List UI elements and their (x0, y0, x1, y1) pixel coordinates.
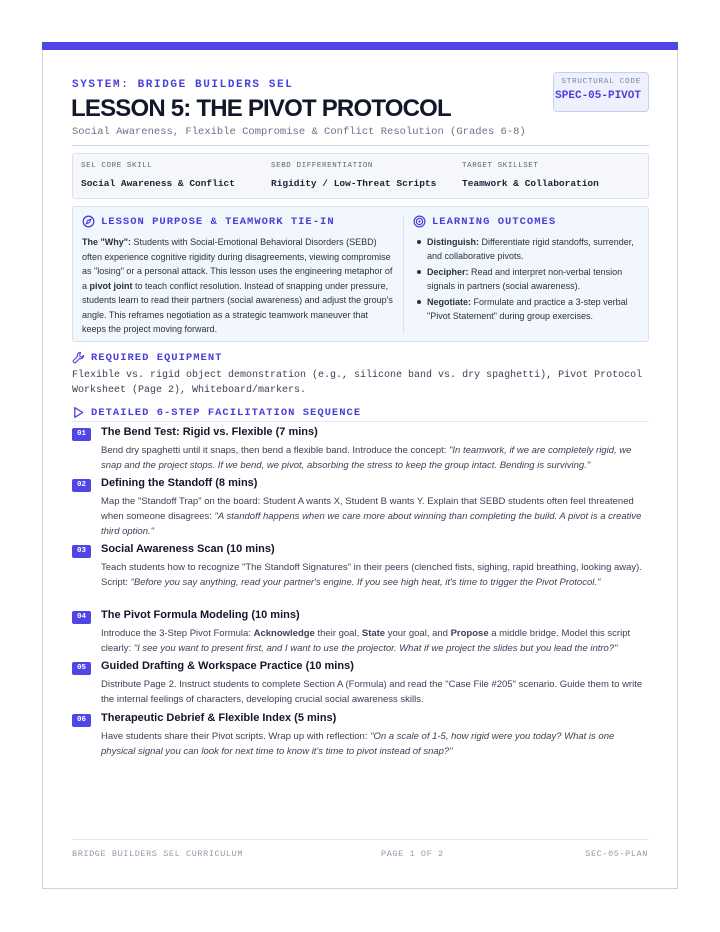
lesson-page (42, 42, 678, 889)
purpose-outcomes-panel (72, 206, 649, 342)
step-text: Teach students how to recognize "The Standoff Signatures" in their peers (clenched fists, sighing, rapid breathing, looking away). Script: (101, 562, 642, 588)
why-text-2: to teach conflict resolution. Instead of snapping under pressure, students learn to read their partners (social awareness) and adjust the group's angle. This reframes negotiation as a strategic teamwork maneuver that keeps the project moving forward. (82, 280, 393, 334)
step-quote: "In teamwork, if we are completely rigid, we snap and the project stops. If we bend, we pivot, absorbing the stress to keep the group intact. Bending is surviving." (101, 445, 632, 471)
step-description (101, 494, 649, 539)
skill-core (81, 162, 235, 189)
outcomes-heading (413, 215, 556, 228)
step-number-badge: 04 (72, 611, 91, 624)
step-title: Social Awareness Scan (10 mins) (101, 543, 275, 555)
purpose-heading (82, 215, 335, 228)
list-item (415, 295, 643, 323)
step-number-badge: 02 (72, 479, 91, 492)
page-subtitle: Social Awareness, Flexible Compromise & Conflict Resolution (Grades 6-8) (72, 126, 526, 138)
step-text: Have students share their Pivot scripts. Wrap up with reflection: (101, 731, 371, 742)
step-description (101, 443, 649, 473)
equipment-heading-text: REQUIRED EQUIPMENT (91, 351, 223, 364)
page-title: LESSON 5: THE PIVOT PROTOCOL (71, 95, 451, 122)
footer-right: SEC-05-PLAN (585, 849, 648, 859)
step-text: their goal, (314, 628, 362, 639)
step-title: The Pivot Formula Modeling (10 mins) (101, 609, 300, 621)
skill-label: TARGET SKILLSET (462, 162, 539, 170)
step-description (101, 560, 649, 590)
why-label: The "Why": (82, 237, 132, 247)
purpose-heading-text: LESSON PURPOSE & TEAMWORK TIE-IN (101, 215, 335, 228)
accent-bar (42, 42, 678, 50)
step-quote: "On a scale of 1-5, how rigid were you today? What is one physical signal you can look for next time to know it's time to pivot instead of snap?" (101, 731, 615, 757)
structural-code-box (553, 72, 649, 112)
skill-sebd (271, 162, 436, 189)
panel-divider (403, 215, 404, 333)
step-description (101, 626, 649, 656)
step-bold: Propose (450, 628, 489, 639)
list-item (415, 265, 643, 293)
skill-label: SEL CORE SKILL (81, 162, 153, 170)
outcome-term: Distinguish: (427, 237, 479, 247)
header-divider (72, 145, 649, 146)
play-icon (72, 406, 85, 419)
equipment-text: Flexible vs. rigid object demonstration (e.g., silicone band vs. dry spaghetti), Pivot Protocol Worksheet (Page 2), Whiteboard/markers. (72, 370, 643, 396)
step-text: Map the "Standoff Trap" on the board: Student A wants X, Student B wants Y. Explain that SEBD students often feel threatened when someone disagrees: (101, 496, 634, 522)
structural-code-value: SPEC-05-PIVOT (555, 90, 641, 102)
structural-code-label: STRUCTURAL CODE (561, 78, 641, 86)
step-number-badge: 05 (72, 662, 91, 675)
skill-label: SEBD DIFFERENTIATION (271, 162, 374, 170)
step-text: Distribute Page 2. Instruct students to complete Section A (Formula) and read the "Case File #205" scenario. Guide them to write the internal feelings of characters, developing crucial social awareness skills. (101, 679, 643, 705)
step-description (101, 677, 649, 707)
skills-panel (72, 153, 649, 199)
outcome-text: Differentiate rigid standoffs, surrender, and collaborative pivots. (427, 237, 634, 261)
step-text: Bend dry spaghetti until it snaps, then bend a flexible band. Introduce the concept: (101, 445, 450, 456)
footer-left: BRIDGE BUILDERS SEL CURRICULUM (72, 849, 244, 859)
skill-value: Social Awareness & Conflict (81, 178, 235, 189)
system-label: SYSTEM: BRIDGE BUILDERS SEL (72, 79, 294, 91)
sequence-heading (72, 406, 361, 419)
step-description (101, 729, 649, 759)
skill-value: Teamwork & Collaboration (462, 178, 599, 189)
step-text: your goal, and (385, 628, 451, 639)
step-quote: "I see you want to present first, and I want to use the projector. What if we project the slides but you lead the intro?" (133, 643, 618, 654)
step-title: Guided Drafting & Workspace Practice (10 mins) (101, 660, 354, 672)
step-number-badge: 01 (72, 428, 91, 441)
outcomes-heading-text: LEARNING OUTCOMES (432, 215, 557, 228)
step-bold: State (361, 628, 386, 639)
step-quote: "Before you say anything, read your partner's engine. If you see high heat, it's time to trigger the Pivot Protocol." (130, 577, 601, 588)
step-bold: Acknowledge (253, 628, 315, 639)
sequence-divider (72, 421, 649, 422)
outcome-term: Decipher: (427, 267, 469, 277)
footer-page-number: PAGE 1 OF 2 (381, 849, 444, 859)
outcome-text: Read and interpret non-verbal tension signals in partners (social awareness). (427, 267, 623, 291)
skill-target (462, 162, 599, 189)
step-quote: "A standoff happens when we care more about winning than completing the build. A pivot is a creative third option." (101, 511, 642, 537)
wrench-icon (72, 351, 85, 364)
step-text: Introduce the 3-Step Pivot Formula: (101, 628, 254, 639)
list-item (415, 235, 643, 263)
equipment-heading (72, 351, 222, 364)
purpose-why-text (82, 235, 394, 337)
step-number-badge: 03 (72, 545, 91, 558)
compass-icon (82, 215, 95, 228)
skill-value: Rigidity / Low-Threat Scripts (271, 178, 437, 189)
outcome-term: Negotiate: (427, 297, 472, 307)
step-title: Defining the Standoff (8 mins) (101, 477, 258, 489)
footer-divider (72, 839, 649, 840)
why-text-1: Students with Social-Emotional Behavioral Disorders (SEBD) often experience cognitive rigidity during disagreements, viewing compromise as "losing" or a personal attack. This lesson uses the engineering metaphor of a (82, 237, 393, 291)
step-title: Therapeutic Debrief & Flexible Index (5 mins) (101, 712, 337, 724)
sequence-heading-text: DETAILED 6-STEP FACILITATION SEQUENCE (91, 406, 362, 419)
step-text: a middle bridge. Model this script clearly: (101, 628, 631, 654)
step-title: The Bend Test: Rigid vs. Flexible (7 mins) (101, 426, 318, 438)
outcomes-list (415, 235, 643, 325)
outcome-text: Formulate and practice a 3-step verbal "Pivot Statement" during group exercises. (427, 297, 628, 321)
target-icon (413, 215, 426, 228)
why-bold: pivot joint (89, 280, 133, 291)
step-number-badge: 06 (72, 714, 91, 727)
